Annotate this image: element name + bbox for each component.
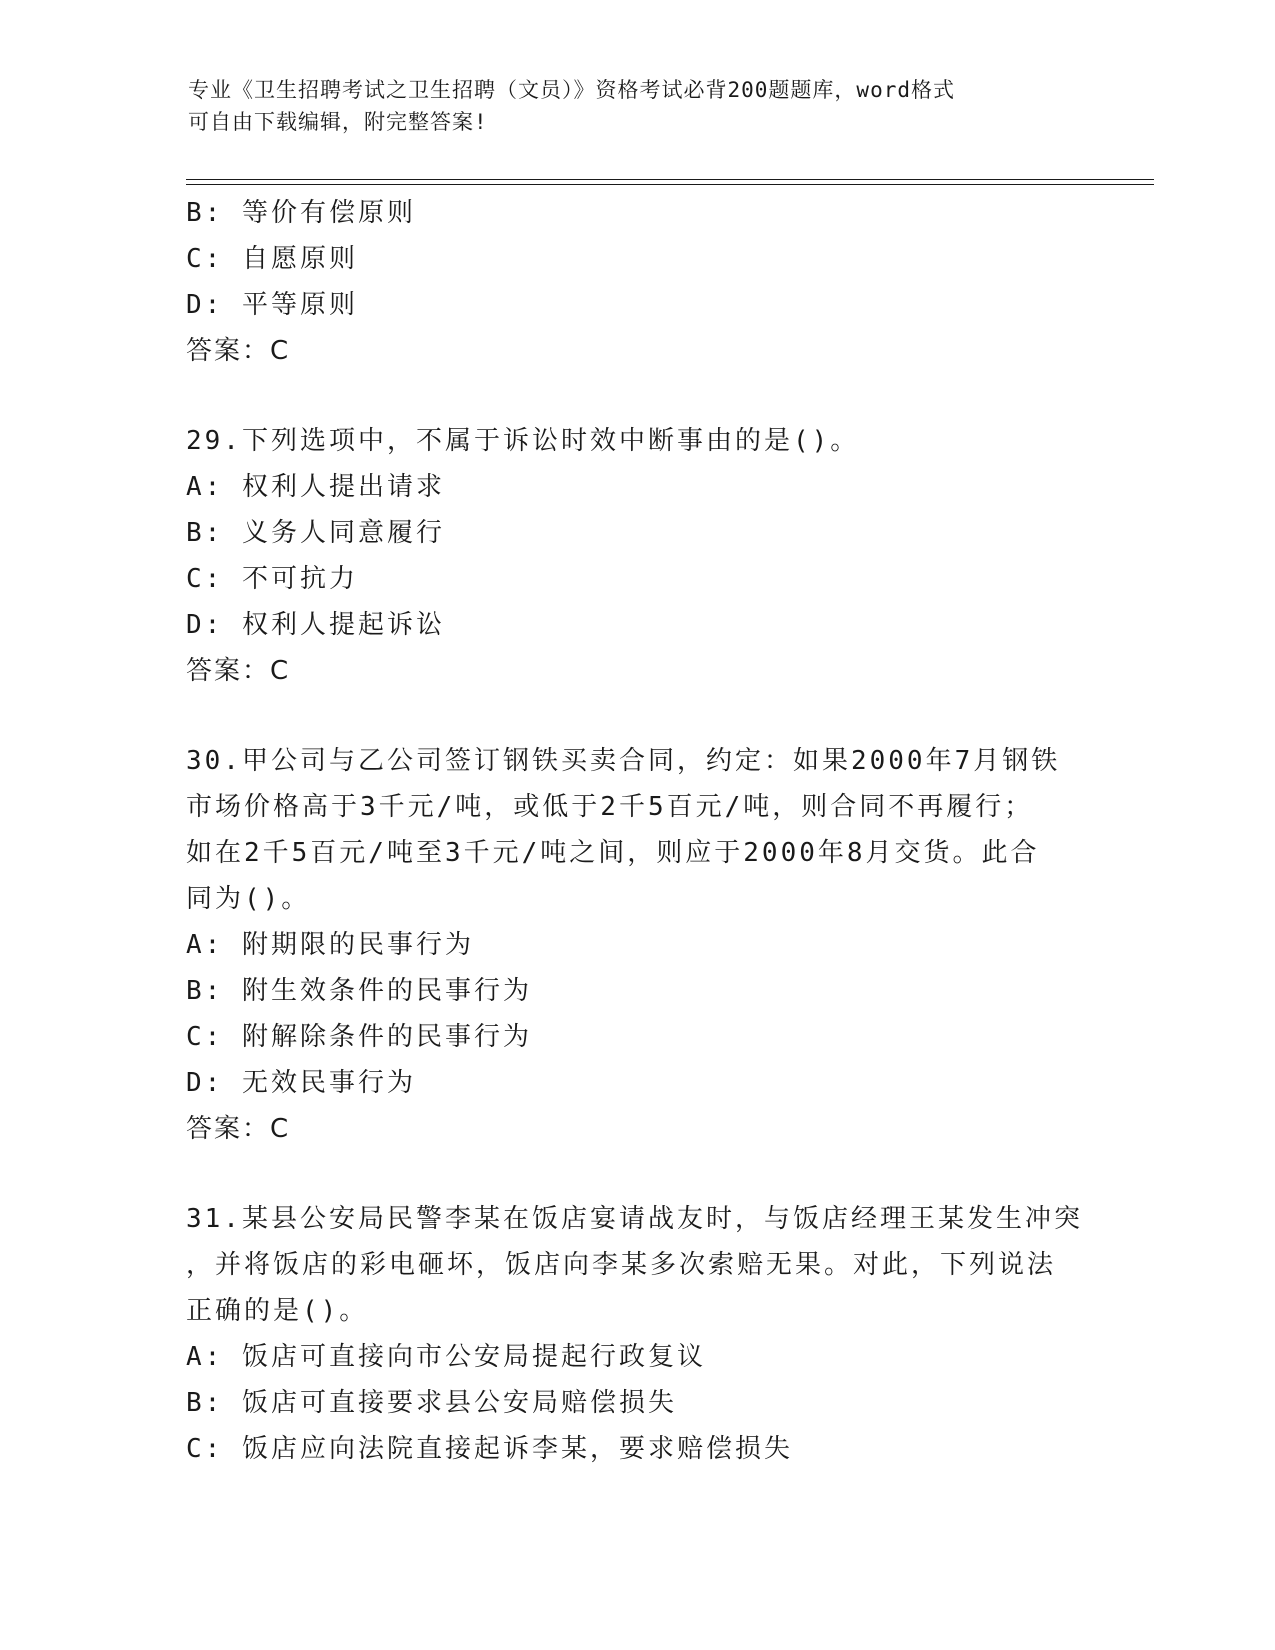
question-29-stem: 29.下列选项中，不属于诉讼时效中断事由的是()。 [186,426,860,456]
question-30 [186,738,1086,1152]
question-30-option-b: B: 附生效条件的民事行为 [186,976,532,1006]
question-31-option-b: B: 饭店可直接要求县公安局赔偿损失 [186,1388,677,1418]
question-30-stem-line: 如在2千5百元/吨至3千元/吨之间，则应于2000年8月交货。此合 [186,838,1040,868]
header-divider-bottom [186,184,1154,185]
question-30-stem-line: 同为()。 [186,884,311,914]
question-28 [186,190,1086,374]
header-title-line-2: 可自由下载编辑，附完整答案! [188,110,488,134]
question-31-stem-line: 31.某县公安局民警李某在饭店宴请战友时，与饭店经理王某发生冲突 [186,1204,1083,1234]
question-30-answer: 答案：C [186,1114,291,1144]
question-29-option-b: B: 义务人同意履行 [186,518,445,548]
header-title-line-1: 专业《卫生招聘考试之卫生招聘（文员）》资格考试必背200题题库，word格式 [188,78,955,102]
header-divider-top [186,179,1154,180]
question-29-answer: 答案：C [186,656,291,686]
question-30-stem-line: 市场价格高于3千元/吨，或低于2千5百元/吨，则合同不再履行； [186,792,1034,822]
question-list [186,190,1086,1472]
question-31 [186,1196,1086,1472]
question-30-option-c: C: 附解除条件的民事行为 [186,1022,532,1052]
question-28-option-c: C: 自愿原则 [186,244,358,274]
question-30-option-d: D: 无效民事行为 [186,1068,416,1098]
question-30-option-a: A: 附期限的民事行为 [186,930,474,960]
question-30-stem-line: 30.甲公司与乙公司签订钢铁买卖合同，约定：如果2000年7月钢铁 [186,746,1061,776]
question-31-stem-line: ，并将饭店的彩电砸坏，饭店向李某多次索赔无果。对此，下列说法 [186,1250,1057,1280]
question-29-option-d: D: 权利人提起诉讼 [186,610,445,640]
question-29-option-c: C: 不可抗力 [186,564,358,594]
question-28-option-b: B: 等价有偿原则 [186,198,416,228]
question-29-option-a: A: 权利人提出请求 [186,472,445,502]
question-31-option-c: C: 饭店应向法院直接起诉李某，要求赔偿损失 [186,1434,793,1464]
document-header [188,74,1068,138]
question-31-option-a: A: 饭店可直接向市公安局提起行政复议 [186,1342,706,1372]
question-28-option-d: D: 平等原则 [186,290,358,320]
question-28-answer: 答案：C [186,336,291,366]
question-31-stem-line: 正确的是()。 [186,1296,369,1326]
question-29 [186,418,1086,694]
